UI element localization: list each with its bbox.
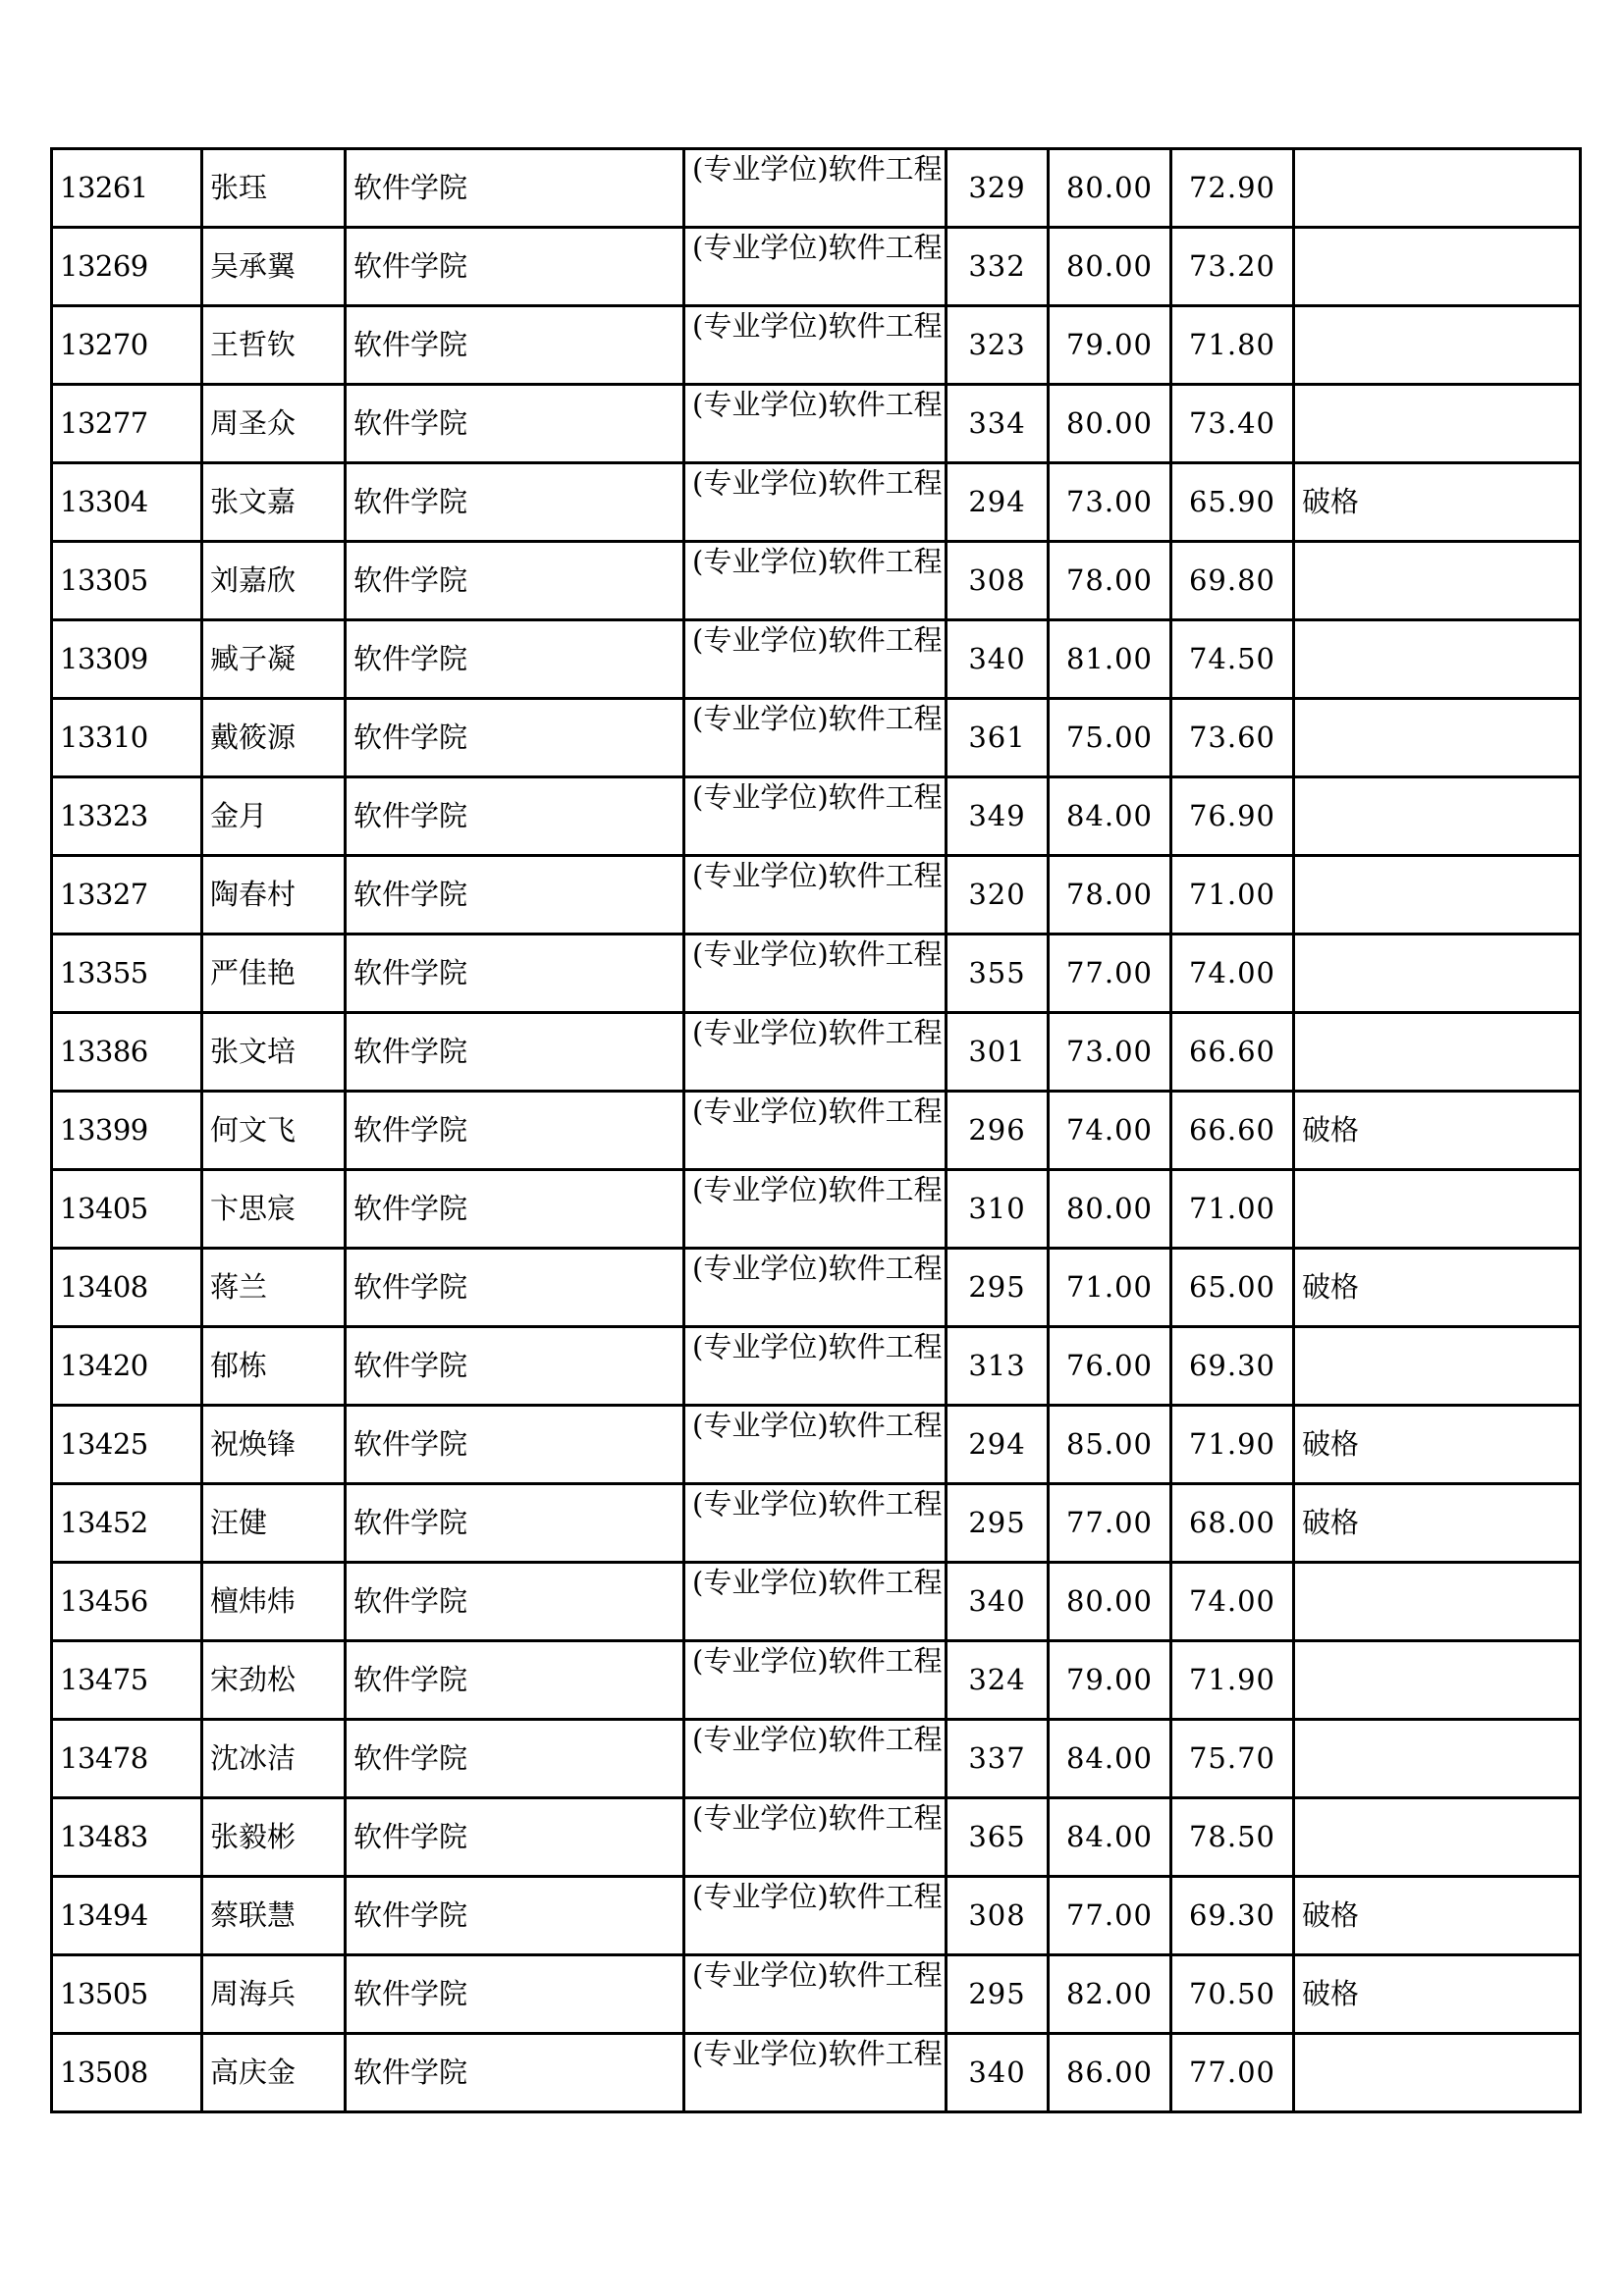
candidate-id-cell: 13420 [52, 1327, 202, 1406]
table-row [52, 1563, 1581, 1641]
table-row [52, 620, 1581, 699]
major-cell: (专业学位)软件工程 [684, 620, 947, 699]
total-score-cell: 74.50 [1171, 620, 1294, 699]
table-row [52, 1170, 1581, 1249]
exam-score-cell: 332 [947, 228, 1049, 306]
total-score-cell: 73.40 [1171, 385, 1294, 463]
exam-score-cell: 355 [947, 934, 1049, 1013]
major-cell: (专业学位)软件工程 [684, 1955, 947, 2034]
note-cell: 破格 [1294, 1877, 1581, 1955]
total-score-cell: 71.90 [1171, 1406, 1294, 1484]
total-score-cell: 65.90 [1171, 463, 1294, 542]
total-score-cell: 70.50 [1171, 1955, 1294, 2034]
school-cell: 软件学院 [346, 699, 684, 777]
candidate-id-cell: 13494 [52, 1877, 202, 1955]
major-cell: (专业学位)软件工程 [684, 385, 947, 463]
table-row [52, 2034, 1581, 2112]
note-cell [1294, 385, 1581, 463]
school-cell: 软件学院 [346, 856, 684, 934]
school-cell: 软件学院 [346, 228, 684, 306]
candidate-id-cell: 13261 [52, 149, 202, 228]
candidate-id-cell: 13483 [52, 1798, 202, 1877]
candidate-name-cell: 高庆金 [202, 2034, 346, 2112]
exam-score-cell: 324 [947, 1641, 1049, 1720]
major-cell: (专业学位)软件工程 [684, 1877, 947, 1955]
interview-score-cell: 77.00 [1049, 1877, 1171, 1955]
exam-score-cell: 340 [947, 620, 1049, 699]
exam-score-cell: 337 [947, 1720, 1049, 1798]
total-score-cell: 65.00 [1171, 1249, 1294, 1327]
total-score-cell: 71.00 [1171, 856, 1294, 934]
candidate-id-cell: 13425 [52, 1406, 202, 1484]
table-row [52, 542, 1581, 620]
exam-score-cell: 365 [947, 1798, 1049, 1877]
total-score-cell: 68.00 [1171, 1484, 1294, 1563]
exam-score-cell: 310 [947, 1170, 1049, 1249]
candidate-name-cell: 王哲钦 [202, 306, 346, 385]
exam-score-cell: 294 [947, 463, 1049, 542]
interview-score-cell: 79.00 [1049, 306, 1171, 385]
exam-score-cell: 295 [947, 1955, 1049, 2034]
major-cell: (专业学位)软件工程 [684, 463, 947, 542]
note-cell [1294, 620, 1581, 699]
interview-score-cell: 78.00 [1049, 856, 1171, 934]
candidate-id-cell: 13269 [52, 228, 202, 306]
note-cell [1294, 1641, 1581, 1720]
note-cell [1294, 228, 1581, 306]
interview-score-cell: 74.00 [1049, 1092, 1171, 1170]
school-cell: 软件学院 [346, 1877, 684, 1955]
total-score-cell: 73.20 [1171, 228, 1294, 306]
exam-score-cell: 313 [947, 1327, 1049, 1406]
total-score-cell: 76.90 [1171, 777, 1294, 856]
total-score-cell: 66.60 [1171, 1013, 1294, 1092]
school-cell: 软件学院 [346, 306, 684, 385]
table-row [52, 1955, 1581, 2034]
candidate-id-cell: 13399 [52, 1092, 202, 1170]
candidate-id-cell: 13304 [52, 463, 202, 542]
total-score-cell: 66.60 [1171, 1092, 1294, 1170]
total-score-cell: 71.90 [1171, 1641, 1294, 1720]
table-row [52, 1249, 1581, 1327]
candidate-name-cell: 臧子凝 [202, 620, 346, 699]
table-row [52, 1798, 1581, 1877]
candidate-id-cell: 13505 [52, 1955, 202, 2034]
total-score-cell: 69.30 [1171, 1877, 1294, 1955]
major-cell: (专业学位)软件工程 [684, 1092, 947, 1170]
candidate-id-cell: 13309 [52, 620, 202, 699]
candidate-name-cell: 周海兵 [202, 1955, 346, 2034]
interview-score-cell: 78.00 [1049, 542, 1171, 620]
total-score-cell: 71.00 [1171, 1170, 1294, 1249]
school-cell: 软件学院 [346, 1249, 684, 1327]
interview-score-cell: 80.00 [1049, 1563, 1171, 1641]
exam-score-cell: 340 [947, 2034, 1049, 2112]
school-cell: 软件学院 [346, 2034, 684, 2112]
table-row [52, 228, 1581, 306]
interview-score-cell: 71.00 [1049, 1249, 1171, 1327]
total-score-cell: 74.00 [1171, 934, 1294, 1013]
note-cell [1294, 1563, 1581, 1641]
interview-score-cell: 80.00 [1049, 149, 1171, 228]
candidate-name-cell: 宋劲松 [202, 1641, 346, 1720]
interview-score-cell: 85.00 [1049, 1406, 1171, 1484]
note-cell [1294, 542, 1581, 620]
note-cell: 破格 [1294, 1955, 1581, 2034]
major-cell: (专业学位)软件工程 [684, 777, 947, 856]
major-cell: (专业学位)软件工程 [684, 1641, 947, 1720]
candidate-name-cell: 蔡联慧 [202, 1877, 346, 1955]
exam-score-cell: 329 [947, 149, 1049, 228]
school-cell: 软件学院 [346, 1484, 684, 1563]
interview-score-cell: 73.00 [1049, 1013, 1171, 1092]
interview-score-cell: 84.00 [1049, 1798, 1171, 1877]
interview-score-cell: 77.00 [1049, 1484, 1171, 1563]
major-cell: (专业学位)软件工程 [684, 306, 947, 385]
candidate-id-cell: 13323 [52, 777, 202, 856]
candidate-name-cell: 张毅彬 [202, 1798, 346, 1877]
table-row [52, 856, 1581, 934]
major-cell: (专业学位)软件工程 [684, 1170, 947, 1249]
major-cell: (专业学位)软件工程 [684, 699, 947, 777]
candidate-name-cell: 祝焕锋 [202, 1406, 346, 1484]
table-row [52, 934, 1581, 1013]
candidate-name-cell: 何文飞 [202, 1092, 346, 1170]
exam-score-cell: 320 [947, 856, 1049, 934]
table-row [52, 1327, 1581, 1406]
note-cell [1294, 2034, 1581, 2112]
major-cell: (专业学位)软件工程 [684, 1249, 947, 1327]
note-cell: 破格 [1294, 1092, 1581, 1170]
exam-score-cell: 340 [947, 1563, 1049, 1641]
table-row [52, 1720, 1581, 1798]
total-score-cell: 71.80 [1171, 306, 1294, 385]
note-cell [1294, 1013, 1581, 1092]
interview-score-cell: 84.00 [1049, 777, 1171, 856]
school-cell: 软件学院 [346, 1720, 684, 1798]
school-cell: 软件学院 [346, 1641, 684, 1720]
exam-score-cell: 323 [947, 306, 1049, 385]
candidate-id-cell: 13355 [52, 934, 202, 1013]
candidate-name-cell: 金月 [202, 777, 346, 856]
school-cell: 软件学院 [346, 1955, 684, 2034]
major-cell: (专业学位)软件工程 [684, 1406, 947, 1484]
candidate-name-cell: 周圣众 [202, 385, 346, 463]
candidate-id-cell: 13408 [52, 1249, 202, 1327]
major-cell: (专业学位)软件工程 [684, 1327, 947, 1406]
candidate-name-cell: 刘嘉欣 [202, 542, 346, 620]
admission-score-table [50, 147, 1582, 2113]
exam-score-cell: 295 [947, 1249, 1049, 1327]
candidate-name-cell: 戴筱源 [202, 699, 346, 777]
table-row [52, 306, 1581, 385]
candidate-id-cell: 13456 [52, 1563, 202, 1641]
candidate-name-cell: 张文培 [202, 1013, 346, 1092]
exam-score-cell: 334 [947, 385, 1049, 463]
interview-score-cell: 80.00 [1049, 1170, 1171, 1249]
school-cell: 软件学院 [346, 463, 684, 542]
major-cell: (专业学位)软件工程 [684, 1720, 947, 1798]
candidate-id-cell: 13310 [52, 699, 202, 777]
candidate-id-cell: 13405 [52, 1170, 202, 1249]
note-cell: 破格 [1294, 1249, 1581, 1327]
note-cell [1294, 934, 1581, 1013]
note-cell [1294, 149, 1581, 228]
candidate-name-cell: 张文嘉 [202, 463, 346, 542]
note-cell: 破格 [1294, 1484, 1581, 1563]
exam-score-cell: 294 [947, 1406, 1049, 1484]
school-cell: 软件学院 [346, 542, 684, 620]
table-row [52, 1406, 1581, 1484]
table-row [52, 149, 1581, 228]
interview-score-cell: 82.00 [1049, 1955, 1171, 2034]
total-score-cell: 72.90 [1171, 149, 1294, 228]
interview-score-cell: 80.00 [1049, 385, 1171, 463]
candidate-name-cell: 沈冰洁 [202, 1720, 346, 1798]
candidate-id-cell: 13475 [52, 1641, 202, 1720]
exam-score-cell: 301 [947, 1013, 1049, 1092]
note-cell [1294, 856, 1581, 934]
school-cell: 软件学院 [346, 620, 684, 699]
candidate-id-cell: 13327 [52, 856, 202, 934]
interview-score-cell: 79.00 [1049, 1641, 1171, 1720]
school-cell: 软件学院 [346, 1563, 684, 1641]
school-cell: 软件学院 [346, 385, 684, 463]
candidate-id-cell: 13386 [52, 1013, 202, 1092]
total-score-cell: 69.30 [1171, 1327, 1294, 1406]
candidate-name-cell: 汪健 [202, 1484, 346, 1563]
school-cell: 软件学院 [346, 1170, 684, 1249]
interview-score-cell: 76.00 [1049, 1327, 1171, 1406]
candidate-id-cell: 13452 [52, 1484, 202, 1563]
major-cell: (专业学位)软件工程 [684, 2034, 947, 2112]
table-row [52, 1877, 1581, 1955]
major-cell: (专业学位)软件工程 [684, 228, 947, 306]
major-cell: (专业学位)软件工程 [684, 934, 947, 1013]
table-row [52, 1092, 1581, 1170]
candidate-name-cell: 郁栋 [202, 1327, 346, 1406]
exam-score-cell: 308 [947, 542, 1049, 620]
candidate-name-cell: 吴承翼 [202, 228, 346, 306]
candidate-name-cell: 蒋兰 [202, 1249, 346, 1327]
note-cell [1294, 1327, 1581, 1406]
exam-score-cell: 361 [947, 699, 1049, 777]
exam-score-cell: 308 [947, 1877, 1049, 1955]
note-cell: 破格 [1294, 463, 1581, 542]
candidate-name-cell: 卞思宸 [202, 1170, 346, 1249]
note-cell [1294, 1170, 1581, 1249]
total-score-cell: 77.00 [1171, 2034, 1294, 2112]
total-score-cell: 75.70 [1171, 1720, 1294, 1798]
exam-score-cell: 296 [947, 1092, 1049, 1170]
note-cell [1294, 1798, 1581, 1877]
candidate-name-cell: 陶春村 [202, 856, 346, 934]
table-row [52, 699, 1581, 777]
school-cell: 软件学院 [346, 1327, 684, 1406]
major-cell: (专业学位)软件工程 [684, 1484, 947, 1563]
total-score-cell: 78.50 [1171, 1798, 1294, 1877]
major-cell: (专业学位)软件工程 [684, 1563, 947, 1641]
interview-score-cell: 75.00 [1049, 699, 1171, 777]
table-row [52, 1013, 1581, 1092]
table-row [52, 1641, 1581, 1720]
note-cell [1294, 777, 1581, 856]
candidate-id-cell: 13277 [52, 385, 202, 463]
candidate-name-cell: 严佳艳 [202, 934, 346, 1013]
major-cell: (专业学位)软件工程 [684, 856, 947, 934]
school-cell: 软件学院 [346, 1406, 684, 1484]
school-cell: 软件学院 [346, 1798, 684, 1877]
candidate-name-cell: 檀炜炜 [202, 1563, 346, 1641]
note-cell: 破格 [1294, 1406, 1581, 1484]
exam-score-cell: 349 [947, 777, 1049, 856]
interview-score-cell: 84.00 [1049, 1720, 1171, 1798]
table-row [52, 777, 1581, 856]
major-cell: (专业学位)软件工程 [684, 149, 947, 228]
total-score-cell: 73.60 [1171, 699, 1294, 777]
note-cell [1294, 1720, 1581, 1798]
major-cell: (专业学位)软件工程 [684, 1798, 947, 1877]
school-cell: 软件学院 [346, 1013, 684, 1092]
table-row [52, 1484, 1581, 1563]
note-cell [1294, 699, 1581, 777]
table-body [52, 149, 1581, 2112]
candidate-id-cell: 13508 [52, 2034, 202, 2112]
interview-score-cell: 73.00 [1049, 463, 1171, 542]
school-cell: 软件学院 [346, 149, 684, 228]
interview-score-cell: 86.00 [1049, 2034, 1171, 2112]
candidate-name-cell: 张珏 [202, 149, 346, 228]
total-score-cell: 74.00 [1171, 1563, 1294, 1641]
note-cell [1294, 306, 1581, 385]
candidate-id-cell: 13478 [52, 1720, 202, 1798]
candidate-id-cell: 13270 [52, 306, 202, 385]
table-row [52, 385, 1581, 463]
school-cell: 软件学院 [346, 1092, 684, 1170]
interview-score-cell: 77.00 [1049, 934, 1171, 1013]
school-cell: 软件学院 [346, 934, 684, 1013]
school-cell: 软件学院 [346, 777, 684, 856]
major-cell: (专业学位)软件工程 [684, 1013, 947, 1092]
major-cell: (专业学位)软件工程 [684, 542, 947, 620]
candidate-id-cell: 13305 [52, 542, 202, 620]
interview-score-cell: 81.00 [1049, 620, 1171, 699]
total-score-cell: 69.80 [1171, 542, 1294, 620]
table-row [52, 463, 1581, 542]
interview-score-cell: 80.00 [1049, 228, 1171, 306]
exam-score-cell: 295 [947, 1484, 1049, 1563]
